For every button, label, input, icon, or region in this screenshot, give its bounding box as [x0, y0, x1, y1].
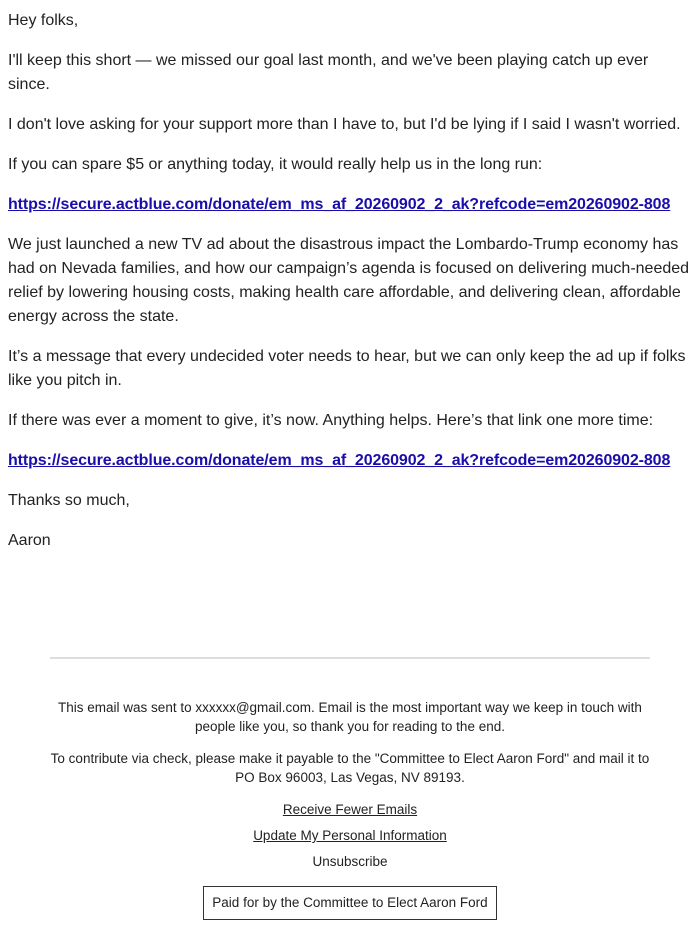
greeting: Hey folks, [8, 12, 79, 29]
receive-fewer-emails-link[interactable]: Receive Fewer Emails [282, 802, 418, 817]
email-body [8, 9, 692, 569]
body-paragraph: If there was ever a moment to give, it’s now. Anything helps. Here’s that link one more time: [8, 412, 654, 429]
signoff: Thanks so much, [8, 492, 130, 509]
body-paragraph: It’s a message that every undecided voter needs to hear, but we can only keep the ad up if folks like you pitch in. [8, 348, 686, 389]
body-paragraph: We just launched a new TV ad about the disastrous impact the Lombardo-Trump economy has had on Nevada families, and how our campaign’s agenda is focused on delivering much-needed relief by lowering housing costs, making health care affordable, and delivering clean, affordable energy across the state. [8, 236, 690, 325]
footer-divider [50, 657, 650, 659]
donate-link-paragraph [8, 193, 692, 217]
email-footer [50, 698, 650, 884]
signature: Aaron [8, 532, 51, 549]
paid-for-disclaimer: Paid for by the Committee to Elect Aaron Ford [203, 886, 497, 920]
unsubscribe-link[interactable]: Unsubscribe [312, 854, 388, 869]
update-personal-info-link[interactable]: Update My Personal Information [253, 828, 447, 843]
body-paragraph: If you can spare $5 or anything today, it would really help us in the long run: [8, 156, 543, 173]
body-paragraph: I'll keep this short — we missed our goal last month, and we've been playing catch up ever since. [8, 52, 649, 93]
donate-link[interactable]: https://secure.actblue.com/donate/em_ms_af_20260902_2_ak?refcode=em20260902-808 [8, 196, 671, 213]
sent-to-notice: This email was sent to xxxxxx@gmail.com. Email is the most important way we keep in touch with people like you, so thank you for reading to the end. [58, 700, 642, 734]
donate-link-repeat[interactable]: https://secure.actblue.com/donate/em_ms_af_20260902_2_ak?refcode=em20260902-808 [8, 452, 671, 469]
check-contribution-notice: To contribute via check, please make it payable to the "Committee to Elect Aaron Ford" and mail it to PO Box 96003, Las Vegas, NV 89193. [50, 751, 650, 785]
body-paragraph: I don't love asking for your support more than I have to, but I'd be lying if I said I wasn't worried. [8, 116, 681, 133]
donate-link-paragraph [8, 449, 692, 473]
